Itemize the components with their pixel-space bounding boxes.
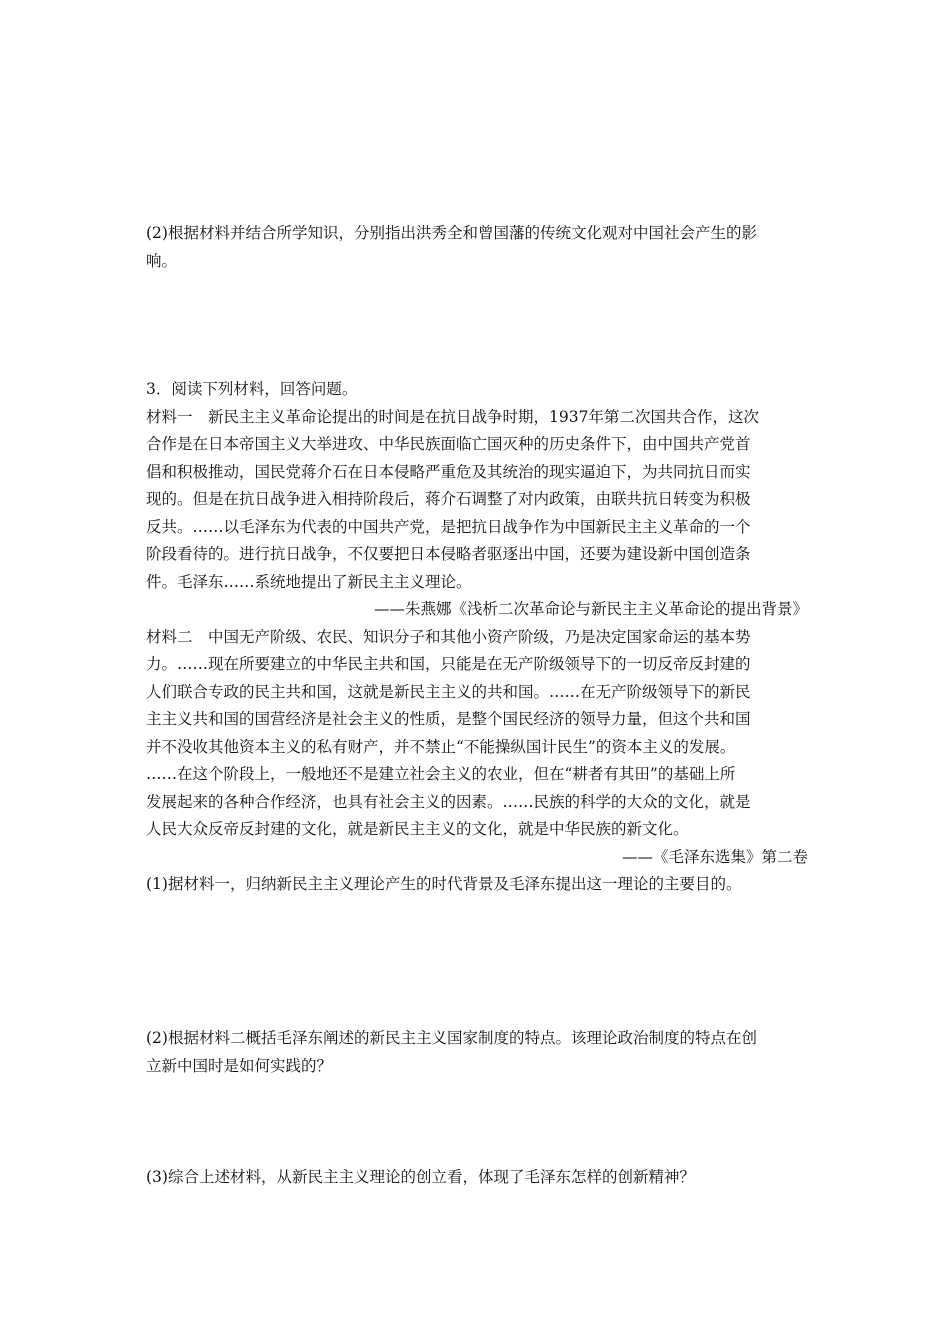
question-3-sub-2 — [146, 1025, 808, 1080]
text-line: 发展起来的各种合作经济，也具有社会主义的因素。……民族的科学的大众的文化，就是 — [146, 792, 751, 811]
text-line: 件。毛泽东……系统地提出了新民主主义理论。 — [146, 572, 472, 591]
question-3 — [146, 376, 808, 899]
text-line: 材料二 中国无产阶级、农民、知识分子和其他小资产阶级，乃是决定国家命运的基本势 — [146, 627, 751, 646]
text-line: 主主义共和国的国营经济是社会主义的性质，是整个国民经济的领导力量，但这个共和国 — [146, 710, 751, 728]
text-line: (3)综合上述材料，从新民主主义理论的创立看，体现了毛泽东怎样的创新精神？ — [146, 1168, 695, 1186]
text-line: 响。 — [146, 251, 178, 270]
material-2-source: ——《毛泽东选集》第二卷 — [621, 847, 808, 866]
material-1-source: ——朱燕娜《浅析二次革命论与新民主主义革命论的提出背景》 — [373, 600, 808, 618]
text-line: 立新中国时是如何实践的？ — [146, 1056, 333, 1075]
material-2 — [146, 624, 808, 872]
text-line: ……在这个阶段上，一般地还不是建立社会主义的农业，但在“耕者有其田”的基础上所 — [146, 765, 736, 783]
text-line: 材料一 新民主主义革命论提出的时间是在抗日战争时期，1937年第二次国共合作，这次 — [146, 407, 759, 426]
question-2-part-2 — [146, 220, 808, 275]
material-1 — [146, 404, 808, 624]
text-line: 阶段看待的。进行抗日战争，不仅要把日本侵略者驱逐出中国，还要为建设新中国创造条 — [146, 545, 751, 563]
text-line: 并不没收其他资本主义的私有财产，并不禁止“不能操纵国计民生”的资本主义的发展。 — [146, 737, 736, 756]
question-3-sub-1: (1)据材料一，归纳新民主主义理论产生的时代背景及毛泽东提出这一理论的主要目的。 — [146, 875, 742, 893]
question-3-heading: 3．阅读下列材料，回答问题。 — [146, 380, 358, 398]
text-line: 人们联合专政的民主共和国，这就是新民主主义的共和国。……在无产阶级领导下的新民 — [146, 682, 751, 701]
text-line: 反共。……以毛泽东为代表的中国共产党，是把抗日战争作为中国新民主主义革命的一个 — [146, 517, 751, 536]
text-line: 力。……现在所要建立的中华民主共和国，只能是在无产阶级领导下的一切反帝反封建的 — [146, 655, 751, 673]
text-line: 合作是在日本帝国主义大举进攻、中华民族面临亡国灭种的历史条件下，由中国共产党首 — [146, 435, 751, 453]
text-line: 现的。但是在抗日战争进入相持阶段后，蒋介石调整了对内政策，由联共抗日转变为积极 — [146, 490, 751, 508]
question-3-sub-3 — [146, 1164, 808, 1192]
text-line: (2)根据材料并结合所学知识，分别指出洪秀全和曾国藩的传统文化观对中国社会产生的影 — [146, 224, 757, 242]
text-line: 倡和积极推动，国民党蒋介石在日本侵略严重危及其统治的现实逼迫下，为共同抗日而实 — [146, 462, 751, 481]
text-line: 人民大众反帝反封建的文化，就是新民主主义的文化，就是中华民族的新文化。 — [146, 820, 689, 838]
text-line: (2)根据材料二概括毛泽东阐述的新民主主义国家制度的特点。该理论政治制度的特点在创 — [146, 1029, 757, 1047]
